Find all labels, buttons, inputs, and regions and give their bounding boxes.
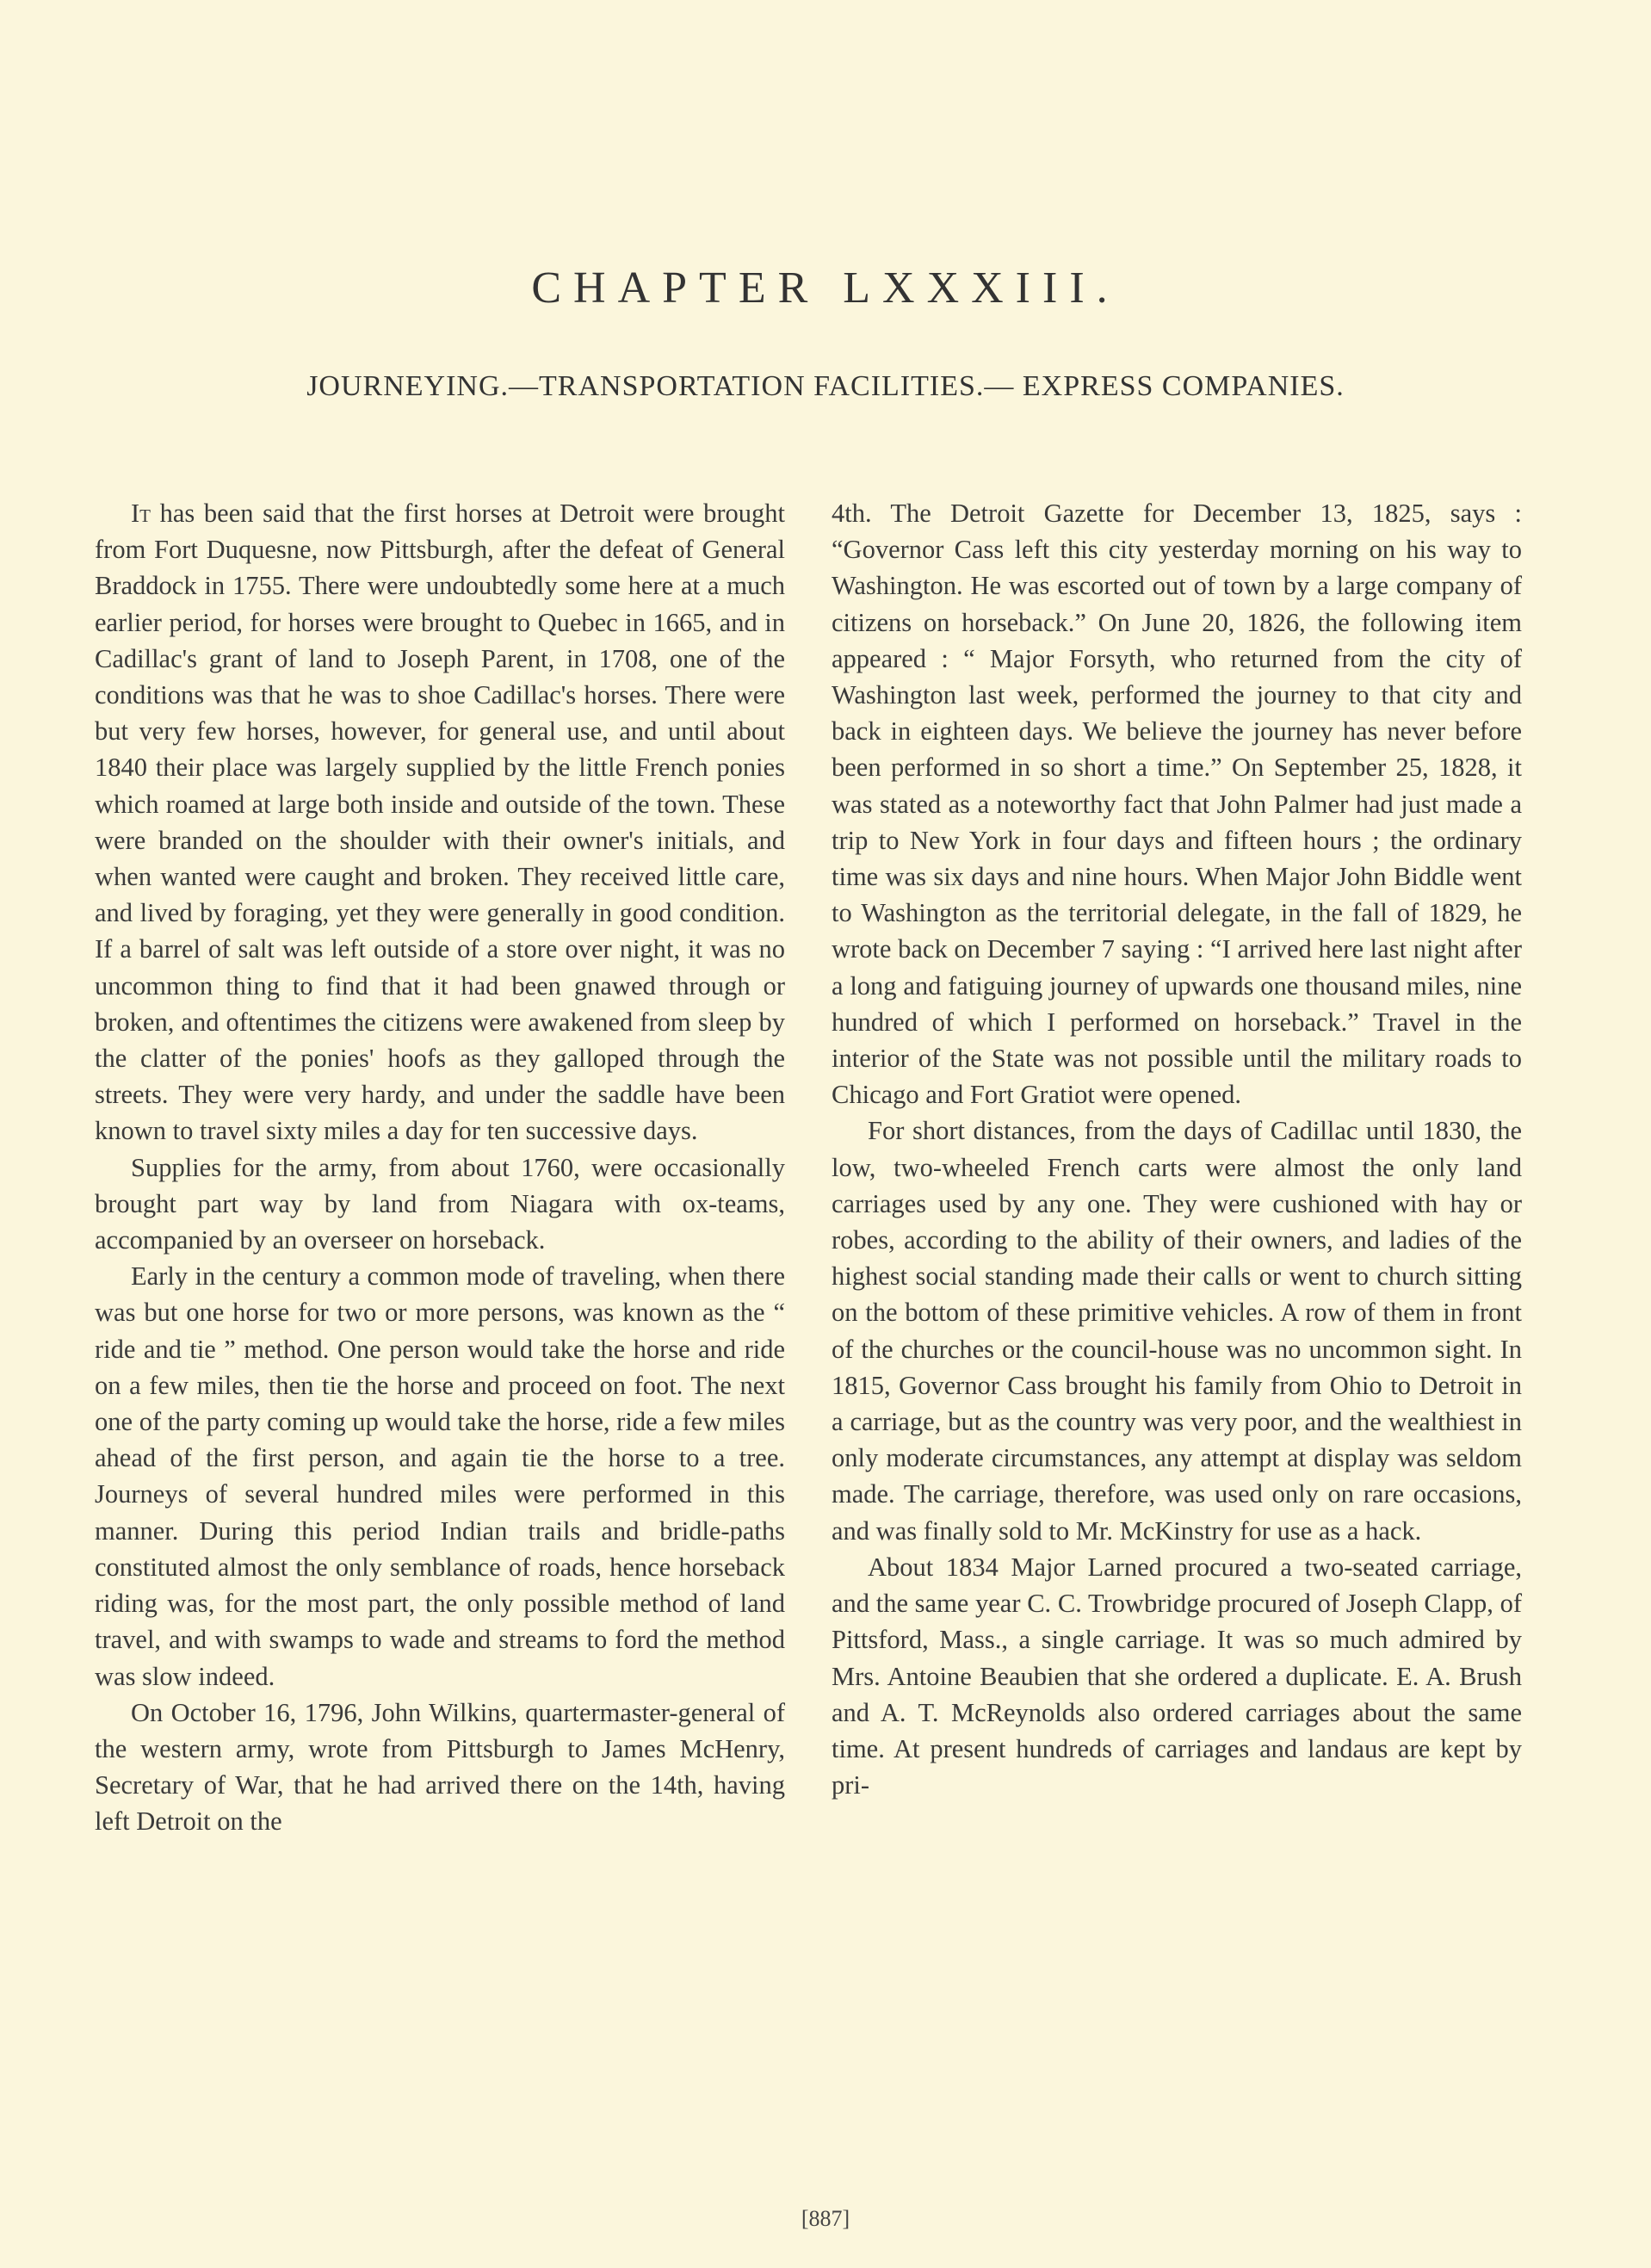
paragraph: Supplies for the army, from about 1760, were occasionally brought part way by land from Niagara with ox-teams, accompanied by an overseer on horseback.: [95, 1152, 785, 1255]
paragraph: For short distances, from the days of Cadillac until 1830, the low, two-wheeled French carts were almost the only land carriages used by any one. They were cushioned with hay or robes, according to the ability of their owners, and ladies of the highest social standing made their calls or went to church sitting on the bottom of these primitive vehicles. A row of them in front of the churches or the council-house was no uncommon sight. In 1815, Governor Cass brought his family from Ohio to Detroit in a carriage, but as the country was very poor, and the wealthiest in only moderate circumstances, any attempt at display was seldom made. The carriage, therefore, was used only on rare occasions, and was finally sold to Mr. McKinstry for use as a hack.: [832, 1116, 1522, 1546]
paragraph: 4th. The Detroit Gazette for December 13, 1825, says : “Governor Cass left this city yesterday morning on his way to Washington. He was escorted out of town by a large company of citizens on horseback.” On June 20, 1826, the following item appeared : “ Major Forsyth, who returned from the city of Washington last week, performed the journey to that city and back in eighteen days. We believe the journey has never before been performed in so short a time.” On September 25, 1828, it was stated as a noteworthy fact that John Palmer had just made a trip to New York in four days and fifteen hours ; the ordinary time was six days and nine hours. When Major John Biddle went to Washington as the territorial delegate, in the fall of 1829, he wrote back on December 7 saying : “I arrived here last night after a long and fatiguing journey of upwards one thousand miles, nine hundred of which I performed on horseback.” Travel in the interior of the State was not possible until the military roads to Chicago and Fort Gratiot were opened.: [832, 499, 1522, 1110]
page-number: [887]: [801, 2206, 850, 2231]
paragraph: About 1834 Major Larned procured a two-seated carriage, and the same year C. C. Trowbridge procured of Joseph Clapp, of Pittsford, Mass., a single carriage. It was so much admired by Mrs. Antoine Beaubien that she ordered a duplicate. E. A. Brush and A. T. McReynolds also ordered carriages about the same time. At present hundreds of carriages and landaus are kept by pri-: [832, 1552, 1522, 1800]
paragraph: Early in the century a common mode of traveling, when there was but one horse for two or more persons, was known as the “ ride and tie ” method. One person would take the horse and ride on a few miles, then tie the horse and proceed on foot. The next one of the party coming up would take the horse, ride a few miles ahead of the first person, and again tie the horse to a tree. Journeys of several hundred miles were performed in this manner. During this period Indian trails and bridle-paths constituted almost the only semblance of roads, hence horseback riding was, for the most part, the only possible method of land travel, and with swamps to wade and streams to ford the method was slow indeed.: [95, 1261, 785, 1691]
paragraph-text: has been said that the first horses at Detroit were brought from Fort Duquesne, now Pittsburgh, after the defeat of General Braddock in 1755. There were undoubtedly some here at a much earlier period, for horses were brought to Quebec in 1665, and in Cadillac's grant of land to Joseph Parent, in 1708, one of the conditions was that he was to shoe Cadillac's horses. There were but very few horses, however, for general use, and until about 1840 their place was largely supplied by the little French ponies which roamed at large both inside and outside of the town. These were branded on the shoulder with their owner's initials, and when wanted were caught and broken. They received little care, and lived by foraging, yet they were generally in good condition. If a barrel of salt was left outside of a store over night, it was no uncommon thing to find that it had been gnawed through or broken, and oftentimes the citizens were awakened from sleep by the clatter of the ponies' hoofs as they galloped through the streets. They were very hardy, and under the saddle have been known to travel sixty miles a day for ten successive days.: [95, 499, 785, 1146]
paragraph: [95, 495, 785, 1149]
left-column: [95, 495, 785, 1840]
lead-word: It: [131, 499, 151, 528]
chapter-subtitle: JOURNEYING.—TRANSPORTATION FACILITIES.— EXPRESS COMPANIES.: [306, 370, 1345, 402]
paragraph: On October 16, 1796, John Wilkins, quartermaster-general of the western army, wrote from Pittsburgh to James McHenry, Secretary of War, that he had arrived there on the 14th, having left Detroit on the: [95, 1697, 785, 1837]
right-column: [832, 495, 1522, 1803]
chapter-title: CHAPTER LXXXIII.: [531, 263, 1120, 313]
